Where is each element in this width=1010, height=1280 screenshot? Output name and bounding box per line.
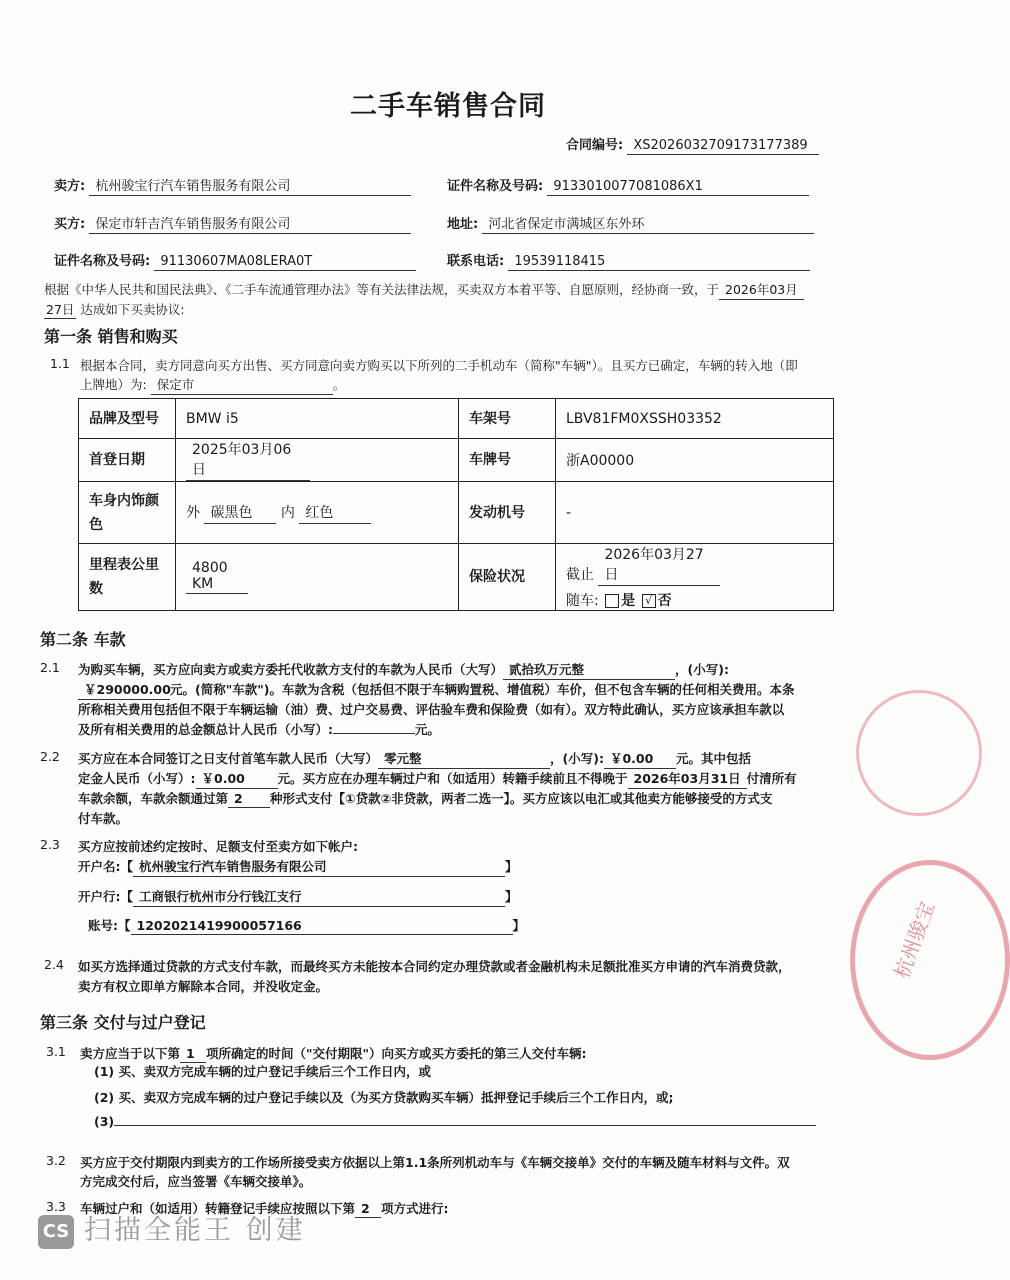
clause-3-1-text-b: 项所确定的时间（"交付期限"）向买方或买方委托的第三人交付车辆: bbox=[206, 1046, 587, 1061]
no-label: 否 bbox=[657, 593, 672, 609]
account-number-close: 】 bbox=[512, 918, 526, 933]
preamble-line-2 bbox=[44, 300, 185, 319]
clause-3-1-text-a: 卖方应当于以下第 bbox=[80, 1046, 181, 1061]
company-seal bbox=[850, 860, 1010, 1060]
clause-2-1-text-f: 元。 bbox=[415, 722, 441, 737]
account-name-label: 开户名:【 bbox=[78, 859, 133, 874]
contract-number-label: 合同编号: bbox=[566, 138, 624, 153]
clause-2-1-text-e: 及所有相关费用的总金额总计人民币（小写）: bbox=[78, 722, 333, 737]
brand-value: BMW i5 bbox=[176, 399, 459, 439]
clause-2-2-line-2 bbox=[78, 769, 797, 789]
total-amount-blank bbox=[333, 732, 415, 734]
clause-2-2-line-1 bbox=[78, 749, 751, 769]
clause-2-1-line-4 bbox=[78, 720, 440, 738]
account-bank-row bbox=[78, 887, 518, 907]
clause-2-1-line-2 bbox=[78, 680, 794, 700]
clause-2-1-text-c: 元。(简称"车款")。车款为含税（包括但不限于车辆购置税、增值税）车价，但不包含车辆的任何相关费用。本条 bbox=[170, 682, 795, 697]
contract-number bbox=[566, 134, 819, 155]
camscanner-watermark bbox=[38, 1208, 306, 1249]
clause-2-2-text-g: 车款余额，车款余额通过第 bbox=[78, 791, 229, 806]
buyer-address-value: 河北省保定市满城区东外环 bbox=[482, 213, 814, 234]
clause-3-1-line bbox=[80, 1044, 587, 1063]
account-bank-value: 工商银行杭州市分行钱江支行 bbox=[133, 887, 505, 907]
preamble-text: 根据《中华人民共和国民法典》、《二手车流通管理办法》等有关法律法规，买卖双方本着平等、自愿原则，经协商一致，于 bbox=[44, 282, 720, 297]
brand-label: 品牌及型号 bbox=[79, 399, 176, 439]
seal-text: 杭州骏宝 bbox=[889, 898, 940, 982]
engine-value: - bbox=[556, 482, 834, 544]
buyer-phone-label: 联系电话: bbox=[447, 254, 505, 269]
color-label: 车身内饰颜色 bbox=[79, 482, 176, 544]
clause-3-3-number: 3.3 bbox=[46, 1199, 66, 1214]
clause-1-1-number: 1.1 bbox=[50, 356, 70, 371]
account-number-value: 1202021419900057166 bbox=[131, 918, 513, 935]
transfer-option: 2 bbox=[355, 1201, 381, 1218]
insurance-label: 保险状况 bbox=[459, 544, 556, 611]
buyer-address-row bbox=[447, 213, 814, 234]
table-row bbox=[79, 399, 834, 439]
clause-3-1-number: 3.1 bbox=[46, 1044, 66, 1059]
price-lower: ￥290000.00 bbox=[78, 680, 170, 700]
clause-1-1-end: 。 bbox=[332, 377, 346, 392]
contract-number-value: XS20260327091731773​89 bbox=[627, 138, 819, 155]
clause-3-3-text-b: 项方式进行: bbox=[381, 1201, 449, 1216]
seller-id-label: 证件名称及号码: bbox=[447, 179, 544, 194]
mileage-cell bbox=[176, 544, 459, 611]
account-number-label: 账号:【 bbox=[88, 918, 131, 933]
section-2-title: 第二条 车款 bbox=[40, 630, 126, 649]
interior-label: 内 bbox=[280, 504, 295, 521]
clause-2-1-text-a: 为购买车辆，买方应向卖方或卖方委托代收款方支付的车款为人民币（大写） bbox=[78, 662, 504, 677]
insurance-until-value: 2026年03月27日 bbox=[598, 544, 720, 586]
vehicle-info-table bbox=[78, 398, 834, 611]
buyer-phone-row bbox=[447, 250, 810, 271]
clause-2-2-text-e: 元。买方应在办理车辆过户和（如适用）转籍手续前且不得晚于 bbox=[277, 771, 628, 786]
table-row bbox=[79, 482, 834, 544]
seller-label: 卖方: bbox=[54, 179, 86, 194]
clause-2-2-text-a: 买方应在本合同签订之日支付首笔车款人民币（大写） bbox=[78, 751, 379, 766]
seller-id-row bbox=[447, 175, 809, 196]
seller-row bbox=[54, 175, 411, 196]
plate-label: 车牌号 bbox=[459, 439, 556, 482]
clause-3-2-number: 3.2 bbox=[46, 1153, 66, 1168]
buyer-phone-value: 19539118415 bbox=[508, 254, 810, 271]
clause-2-2-text-f: 付清所有 bbox=[746, 771, 797, 786]
camscanner-logo-icon: CS bbox=[38, 1215, 74, 1249]
buyer-label: 买方: bbox=[54, 217, 86, 232]
contract-title: 二手车销售合同 bbox=[350, 91, 546, 122]
clause-2-4-line-1: 如买方选择通过贷款的方式支付车款，而最终买方未能按本合同约定办理贷款或者金融机构未足额批准买方申请的汽车消费贷款， bbox=[78, 959, 791, 974]
clause-2-1-line-1 bbox=[78, 660, 729, 680]
payment-method: 2 bbox=[228, 791, 270, 808]
vin-value: LBV81FM0XSSH03352 bbox=[556, 399, 834, 439]
clause-2-3-text: 买方应按前述约定按时、足额支付至卖方如下帐户: bbox=[78, 839, 358, 854]
clause-2-1-text-b: ，(小写): bbox=[675, 662, 729, 677]
clause-2-2-text-h: 种形式支付【①贷款②非贷款，两者二选一】。买方应该以电汇或其他卖方能够接受的方式支 bbox=[270, 791, 773, 806]
preamble-line-1 bbox=[44, 280, 804, 300]
first-payment-lower: ￥0.00 bbox=[604, 749, 676, 769]
clause-2-1-line-3: 所称相关费用包括但不限于车辆运输（油）费、过户交易费、评估验车费和保险费（如有）。双方特此确认，买方应该承担车款以 bbox=[78, 702, 785, 717]
yes-label: 是 bbox=[621, 593, 636, 609]
clause-2-4-number: 2.4 bbox=[44, 957, 64, 972]
buyer-value: 保定市轩吉汽车销售服务有限公司 bbox=[89, 213, 411, 234]
clause-1-1-line-2 bbox=[80, 375, 345, 395]
buyer-address-label: 地址: bbox=[447, 217, 479, 232]
buyer-id-value: 91130607MA08LERA0T bbox=[154, 254, 416, 271]
delivery-option-3 bbox=[94, 1114, 816, 1129]
insurance-cell bbox=[556, 544, 834, 611]
clause-2-4-line-2: 卖方有权立即单方解除本合同，并没收定金。 bbox=[78, 979, 329, 994]
yes-checkbox bbox=[605, 594, 619, 608]
delivery-option-1: (1) 买、卖双方完成车辆的过户登记手续后三个工作日内，或 bbox=[94, 1064, 431, 1079]
section-3-title: 第三条 交付与过户登记 bbox=[40, 1013, 206, 1032]
insurance-until-label: 截止 bbox=[566, 567, 594, 583]
first-registration-value: 2025年03月06日 bbox=[186, 439, 310, 481]
clause-3-2-line-2: 方完成交付后，应当签署《车辆交接单》。 bbox=[80, 1174, 312, 1189]
company-seal-partial bbox=[856, 690, 982, 816]
vin-label: 车架号 bbox=[459, 399, 556, 439]
insurance-follow-label: 随车: bbox=[566, 593, 599, 609]
color-cell bbox=[176, 482, 459, 544]
transfer-city: 保定市 bbox=[151, 375, 333, 395]
price-upper: 贰拾玖万元整 bbox=[503, 660, 675, 680]
clause-2-2-line-4: 付车款。 bbox=[78, 811, 129, 826]
buyer-id-row bbox=[54, 250, 416, 271]
insurance-until-row bbox=[566, 544, 823, 586]
buyer-id-label: 证件名称及号码: bbox=[54, 254, 151, 269]
clause-2-2-number: 2.2 bbox=[40, 749, 60, 764]
section-1-title: 第一条 销售和购买 bbox=[44, 327, 178, 346]
final-payment-date: 2026年03月31日 bbox=[628, 769, 747, 789]
table-row bbox=[79, 544, 834, 611]
clause-2-3-number: 2.3 bbox=[40, 837, 60, 852]
account-bank-label: 开户行:【 bbox=[78, 889, 133, 904]
engine-label: 发动机号 bbox=[459, 482, 556, 544]
account-name-row bbox=[78, 857, 518, 877]
first-registration-label: 首登日期 bbox=[79, 439, 176, 482]
mileage-value: 4800 KM bbox=[186, 560, 248, 594]
first-payment-upper: 零元整 bbox=[378, 749, 550, 769]
account-number-row bbox=[88, 916, 525, 935]
delivery-option-2: (2) 买、卖双方完成车辆的过户登记手续以及（为买方贷款购买车辆）抵押登记手续后三个工作日内，或; bbox=[94, 1090, 674, 1105]
account-name-close: 】 bbox=[505, 859, 518, 874]
seller-id-value: 913301007​7081086X1 bbox=[547, 179, 809, 196]
deposit-amount: ￥0.00 bbox=[196, 769, 278, 789]
table-row bbox=[79, 439, 834, 482]
plate-value: 浙A00000 bbox=[556, 439, 834, 482]
clause-3-3-text-a: 车辆过户和（如适用）转籍登记手续应按照以下第 bbox=[80, 1201, 356, 1216]
clause-1-1-text-b: 上牌地）为: bbox=[80, 377, 147, 392]
clause-1-1-line-1: 根据本合同，卖方同意向买方出售、买方同意向卖方购买以下所列的二手机动车（简称"车辆"）。且买方已确定，车辆的转入地（即 bbox=[80, 358, 798, 373]
clause-2-2-line-3 bbox=[78, 789, 772, 808]
delivery-option-3-blank bbox=[114, 1124, 816, 1126]
clause-2-2-text-c: 元。其中包括 bbox=[675, 751, 751, 766]
exterior-color: 碳黑色 bbox=[204, 502, 276, 524]
mileage-label: 里程表公里数 bbox=[79, 544, 176, 611]
clause-2-2-text-b: ，(小写): bbox=[550, 751, 604, 766]
delivery-option: 1 bbox=[180, 1046, 206, 1063]
buyer-row bbox=[54, 213, 411, 234]
preamble-date-b: 27日 bbox=[46, 302, 75, 317]
insurance-follow-row bbox=[566, 590, 823, 610]
account-bank-close: 】 bbox=[505, 889, 518, 904]
first-registration-cell bbox=[176, 439, 459, 482]
delivery-option-3-label: (3) bbox=[94, 1114, 115, 1129]
preamble-text-b: 达成如下买卖协议: bbox=[80, 302, 185, 317]
seller-value: 杭州骏宝行汽车销售服务有限公司 bbox=[89, 175, 411, 196]
preamble-date-a: 2026年03月 bbox=[719, 280, 804, 300]
interior-color: 红色 bbox=[299, 502, 371, 524]
clause-2-1-number: 2.1 bbox=[40, 660, 60, 675]
watermark-text: 扫描全能王 创建 bbox=[84, 1215, 306, 1246]
clause-3-2-line-1: 买方应于交付期限内到卖方的工作场所接受卖方依据以上第1.1条所列机动车与《车辆交接单》交付的车辆及随车材料与文件。双 bbox=[80, 1155, 790, 1170]
account-name-value: 杭州骏宝行汽车销售服务有限公司 bbox=[133, 857, 505, 877]
clause-2-2-text-d: 定金人民币（小写）: bbox=[78, 771, 196, 786]
no-checkbox-checked: √ bbox=[642, 594, 656, 608]
exterior-label: 外 bbox=[186, 504, 200, 521]
